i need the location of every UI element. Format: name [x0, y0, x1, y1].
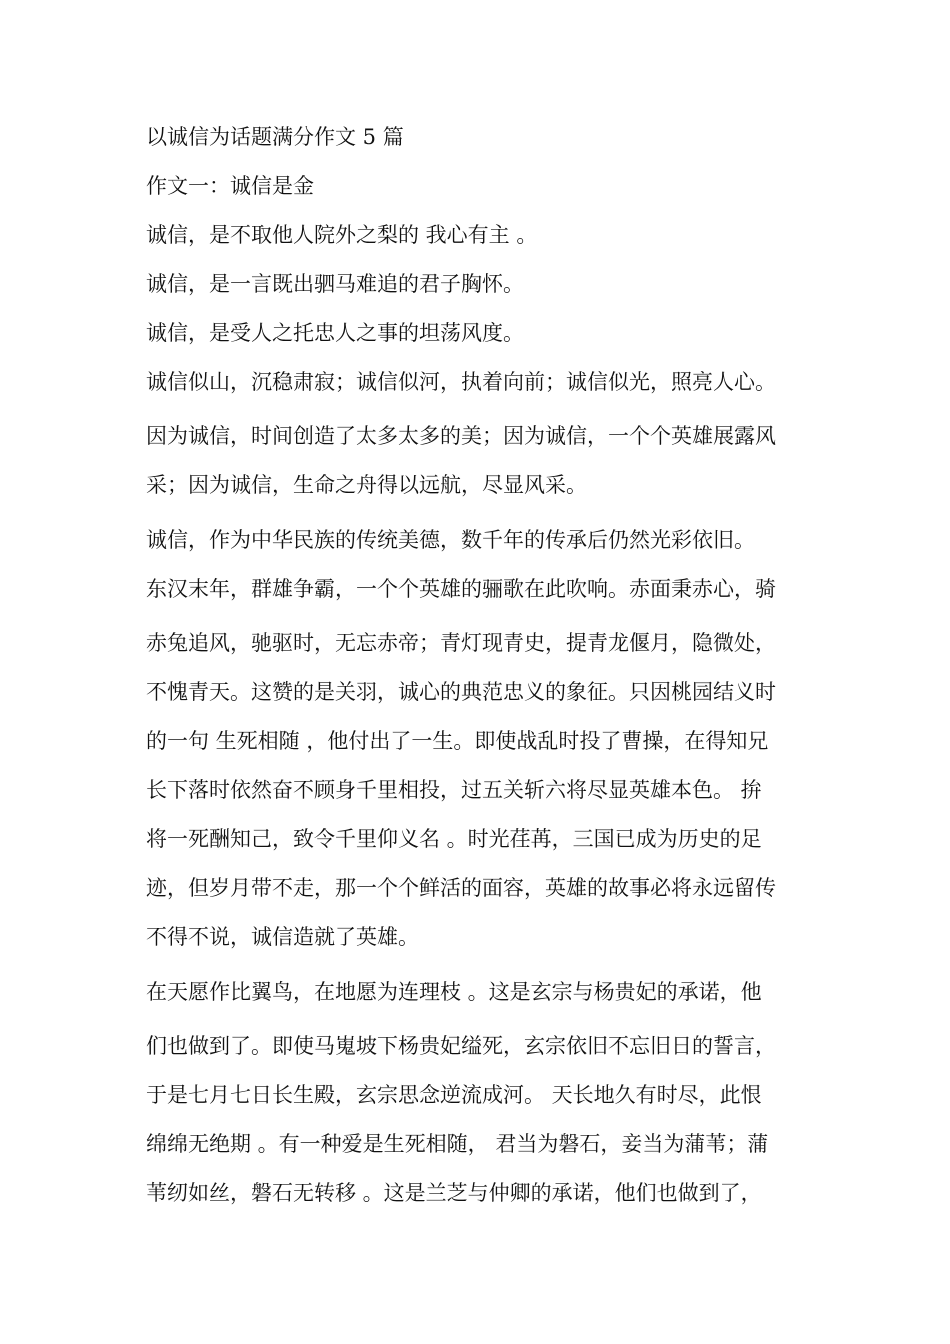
text-line: 于是七月七日长生殿，玄宗思念逆流成河。 天长地久有时尽，此恨 — [146, 1083, 762, 1107]
text-line: 东汉末年，群雄争霸，一个个英雄的骊歌在此吹响。赤面秉赤心，骑 — [146, 577, 776, 601]
essay-subtitle: 作文一：诚信是金 — [146, 174, 314, 198]
document-title: 以诚信为话题满分作文 5 篇 — [146, 125, 404, 149]
text-line: 绵绵无绝期 。有一种爱是生死相随， 君当为磐石，妾当为蒲苇；蒲 — [146, 1132, 769, 1156]
text-line: 将一死酬知己，致令千里仰义名 。时光荏苒，三国已成为历史的足 — [146, 827, 762, 851]
text-line: 们也做到了。即使马嵬坡下杨贵妃缢死，玄宗依旧不忘旧日的誓言， — [146, 1034, 776, 1058]
paragraph-7 — [146, 973, 811, 1218]
document-body — [146, 118, 811, 1229]
text-line: 诚信，是一言既出驷马难追的君子胸怀。 — [146, 272, 524, 296]
text-line: 诚信，是不取他人院外之梨的 我心有主 。 — [146, 223, 538, 247]
text-line: 采；因为诚信，生命之舟得以远航，尽显风采。 — [146, 473, 587, 497]
text-line: 迹，但岁月带不走，那一个个鲜活的面容，英雄的故事必将永远留传 — [146, 876, 776, 900]
text-line: 的一句 生死相随 ，他付出了一生。即使战乱时投了曹操，在得知兄 — [146, 729, 769, 753]
paragraph-5 — [146, 521, 811, 559]
text-line: 因为诚信，时间创造了太多太多的美；因为诚信，一个个英雄展露风 — [146, 424, 776, 448]
text-line: 诚信似山，沉稳肃寂；诚信似河，执着向前；诚信似光，照亮人心。 — [146, 370, 776, 394]
text-line: 诚信，是受人之托忠人之事的坦荡风度。 — [146, 321, 524, 345]
paragraph-1 — [146, 216, 811, 254]
paragraph-6 — [146, 570, 811, 962]
text-line: 长下落时依然奋不顾身千里相投，过五关斩六将尽显英雄本色。 拚 — [146, 778, 762, 802]
text-line: 苇纫如丝，磐石无转移 。这是兰芝与仲卿的承诺，他们也做到了， — [146, 1181, 762, 1205]
text-line: 在天愿作比翼鸟，在地愿为连理枝 。这是玄宗与杨贵妃的承诺，他 — [146, 980, 762, 1004]
text-line: 诚信，作为中华民族的传统美德，数千年的传承后仍然光彩依旧。 — [146, 528, 755, 552]
paragraph-4 — [146, 363, 811, 510]
text-line: 不愧青天。这赞的是关羽，诚心的典范忠义的象征。只因桃园结义时 — [146, 680, 776, 704]
text-line: 赤兔追风，驰驱时，无忘赤帝；青灯现青史，提青龙偃月，隐微处， — [146, 631, 776, 655]
paragraph-2 — [146, 265, 811, 303]
text-line: 不得不说，诚信造就了英雄。 — [146, 925, 419, 949]
paragraph-3 — [146, 314, 811, 352]
